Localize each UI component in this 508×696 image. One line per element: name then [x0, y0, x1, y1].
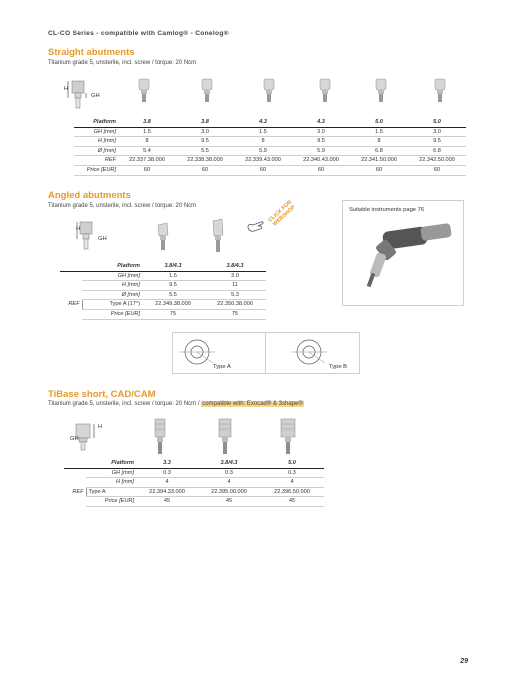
ref-cell: 22.396.50.000 [260, 487, 324, 497]
row-label: H [mm] [74, 137, 118, 147]
tibase-spec-table [64, 459, 324, 507]
ref-cell: 22.349.38.000 [142, 300, 204, 310]
platform-cell: 5.0 [350, 118, 408, 127]
type-b-label: Type B [329, 364, 348, 370]
ref-cell: 22.350.38.000 [204, 300, 266, 310]
table-row [74, 165, 466, 175]
gh-cell: 3.0 [204, 271, 266, 281]
row-label: Price [EUR] [82, 309, 142, 319]
price-cell: 45 [136, 497, 198, 507]
h-cell: 9.5 [408, 137, 466, 147]
series-header: CL-CO Series - compatible with Camlog® - Conelog® [48, 30, 229, 37]
straight-h-label: H [64, 86, 69, 92]
table-row [60, 281, 266, 291]
row-label: Ø [mm] [74, 146, 118, 156]
price-cell: 60 [234, 165, 292, 175]
platform-cell: 3.8/4.3 [204, 262, 266, 271]
angled-subtitle: Titanium grade 5, unsterile, incl. screw / torque: 20 Ncm [48, 203, 197, 209]
price-cell: 60 [118, 165, 176, 175]
diameter-cell: 5.9 [234, 146, 292, 156]
type-a-diagram [179, 337, 215, 367]
table-row [64, 459, 324, 468]
angled-spec-table [60, 262, 266, 320]
straight-abutment-image [137, 78, 151, 104]
compatibility-highlight: compatible with: Exocad® & 3shape® [202, 401, 303, 407]
h-cell: 4 [260, 478, 324, 488]
screwdriver-handpiece-image [357, 221, 453, 297]
tibase-subtitle [48, 401, 304, 407]
ref-cell: 22.341.50.000 [350, 156, 408, 166]
straight-gh-label: GH [91, 93, 100, 99]
ref-cell: 22.395.00.000 [198, 487, 260, 497]
straight-abutment-image [374, 78, 388, 104]
row-label: REF [74, 156, 118, 166]
gh-cell: 3.0 [176, 127, 234, 137]
table-row [64, 468, 324, 478]
ref-cell: 22.340.43.000 [292, 156, 350, 166]
type-diagram-box [172, 332, 360, 374]
row-label: Platform [86, 459, 136, 468]
platform-cell: 3.3 [136, 459, 198, 468]
diameter-cell: 6.8 [350, 146, 408, 156]
row-label: GH [mm] [86, 468, 136, 478]
h-cell: 11 [204, 281, 266, 291]
platform-cell: 3.8 [176, 118, 234, 127]
gh-cell: 1.5 [142, 271, 204, 281]
tibase-image [152, 418, 168, 456]
row-label: Type A [86, 487, 136, 497]
table-row [60, 271, 266, 281]
price-cell: 45 [260, 497, 324, 507]
straight-abutment-image [433, 78, 447, 104]
straight-abutment-image [318, 78, 332, 104]
table-row [64, 487, 324, 497]
table-row [60, 290, 266, 300]
platform-cell: 5.0 [408, 118, 466, 127]
platform-cell: 5.0 [260, 459, 324, 468]
type-b-diagram [291, 337, 327, 367]
platform-cell: 3.8/4.3 [198, 459, 260, 468]
straight-subtitle: Titanium grade 5, unsterile, incl. screw / torque: 20 Ncm [48, 60, 197, 66]
gh-cell: 1.5 [118, 127, 176, 137]
gh-cell: 3.0 [408, 127, 466, 137]
tibase-subtitle-text: Titanium grade 5, unsterile, incl. screw / torque: 20 Ncm / [48, 401, 202, 407]
row-label: Platform [82, 262, 142, 271]
row-label: Platform [74, 118, 118, 127]
h-cell: 9.5 [292, 137, 350, 147]
ref-label: REF [68, 301, 80, 308]
webshop-link[interactable]: CLICK FOR WEBSHOP [267, 199, 297, 228]
h-cell: 8 [234, 137, 292, 147]
row-label: H [mm] [82, 281, 142, 291]
platform-cell: 3.8 [118, 118, 176, 127]
gh-cell: 0.3 [136, 468, 198, 478]
page-number: 29 [460, 658, 468, 665]
angled-h-label: H [76, 226, 81, 232]
ref-cell: 22.339.43.000 [234, 156, 292, 166]
ref-cell: 22.338.38.000 [176, 156, 234, 166]
straight-spec-table [74, 118, 466, 176]
angled-abutment-image [210, 218, 226, 254]
table-row [74, 137, 466, 147]
table-row [74, 146, 466, 156]
row-label: Ø [mm] [82, 290, 142, 300]
tibase-h-label: H [98, 424, 103, 430]
gh-cell: 0.3 [260, 468, 324, 478]
diameter-cell: 5.5 [142, 290, 204, 300]
table-row [64, 497, 324, 507]
diameter-cell: 5.4 [118, 146, 176, 156]
instruments-box [342, 200, 464, 306]
price-cell: 75 [204, 309, 266, 319]
row-label: Price [EUR] [86, 497, 136, 507]
row-label: Price [EUR] [74, 165, 118, 175]
tibase-image [216, 418, 234, 456]
type-a-label: Type A [213, 364, 231, 370]
diameter-cell: 5.9 [292, 146, 350, 156]
h-cell: 4 [198, 478, 260, 488]
h-cell: 4 [136, 478, 198, 488]
gh-cell: 1.5 [350, 127, 408, 137]
angled-gh-label: GH [98, 236, 107, 242]
gh-cell: 1.5 [234, 127, 292, 137]
h-cell: 9.5 [142, 281, 204, 291]
gh-cell: 0.3 [198, 468, 260, 478]
table-row [74, 118, 466, 127]
h-cell: 8 [350, 137, 408, 147]
platform-cell: 3.8/4.3 [142, 262, 204, 271]
row-label: Type A (17°) [82, 300, 142, 310]
row-label: GH [mm] [74, 127, 118, 137]
table-row [74, 127, 466, 137]
table-row [60, 309, 266, 319]
straight-title: Straight abutments [48, 47, 135, 58]
tibase-title: TiBase short, CAD/CAM [48, 389, 156, 400]
table-row [74, 156, 466, 166]
tibase-gh-label: GH [70, 436, 79, 442]
straight-abutment-image [262, 78, 276, 104]
diameter-cell: 6.8 [408, 146, 466, 156]
h-cell: 9.5 [176, 137, 234, 147]
platform-cell: 4.3 [234, 118, 292, 127]
hand-pointer-icon[interactable] [246, 218, 266, 234]
angled-title: Angled abutments [48, 190, 131, 201]
tibase-image [278, 418, 298, 456]
ref-label: REF [72, 488, 84, 495]
ref-cell: 22.337.38.000 [118, 156, 176, 166]
price-cell: 75 [142, 309, 204, 319]
h-cell: 8 [118, 137, 176, 147]
ref-cell: 22.394.33.000 [136, 487, 198, 497]
table-row [60, 300, 266, 310]
price-cell: 45 [198, 497, 260, 507]
straight-abutment-image [200, 78, 214, 104]
gh-cell: 3.0 [292, 127, 350, 137]
diameter-cell: 5.5 [176, 146, 234, 156]
diameter-cell: 5.3 [204, 290, 266, 300]
platform-cell: 4.3 [292, 118, 350, 127]
table-row [60, 262, 266, 271]
price-cell: 60 [292, 165, 350, 175]
row-label: H [mm] [86, 478, 136, 488]
row-label: GH [mm] [82, 271, 142, 281]
price-cell: 60 [176, 165, 234, 175]
price-cell: 60 [350, 165, 408, 175]
table-row [64, 478, 324, 488]
instruments-text: Suitable instruments page 76 [349, 207, 425, 213]
price-cell: 60 [408, 165, 466, 175]
ref-cell: 22.342.50.000 [408, 156, 466, 166]
angled-abutment-image [155, 222, 171, 252]
